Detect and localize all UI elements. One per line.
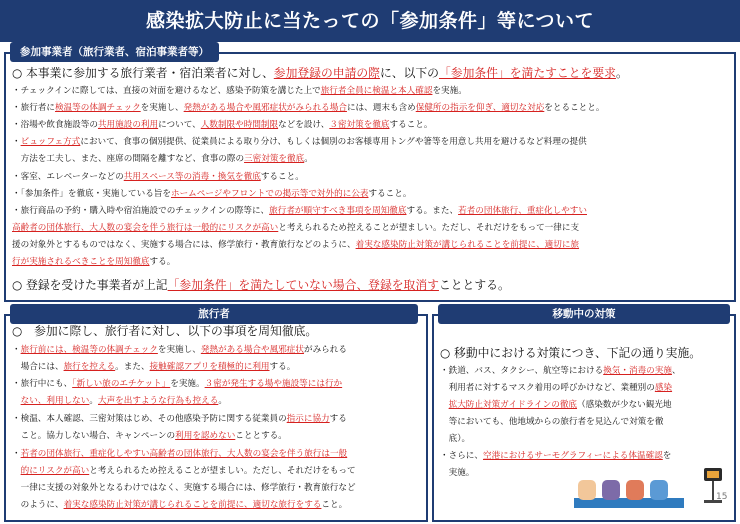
moving-panel	[432, 314, 736, 522]
operators-text: ビュッフェ方式	[20, 137, 81, 147]
operators-line	[12, 187, 411, 202]
operators-line	[12, 170, 304, 185]
travelers-text: 利用を認めない	[175, 431, 236, 441]
moving-text: ・さらに、	[440, 451, 483, 461]
travelers-text: ・	[12, 449, 21, 459]
operators-text: 若者の団体旅行、重症化しやすい	[458, 206, 587, 216]
operators-text: 発熱がある場合や風邪症状がみられる場合	[183, 103, 347, 113]
travelers-text: こととする。	[235, 431, 287, 441]
operators-tag: 参加事業者（旅行業者、宿泊事業者等）	[10, 42, 219, 62]
travelers-text: する。	[269, 362, 296, 372]
moving-tag: 移動中の対策	[438, 304, 730, 324]
operators-text: 共用施設の利用	[97, 120, 159, 130]
moving-text: （感染数が少ない観光地	[577, 400, 672, 410]
operators-text: をとることと。	[544, 103, 605, 113]
moving-line	[440, 449, 671, 464]
travelers-text: 「新しい旅のエチケット」	[72, 379, 171, 389]
page-number: 15	[716, 492, 728, 502]
travelers-text: と考えられるため控えることが望ましい。ただし、それだけをもって	[89, 466, 356, 476]
travelers-line	[12, 377, 342, 392]
moving-text: を	[662, 451, 672, 461]
operators-text: などを設け、	[278, 120, 330, 130]
moving-line	[440, 432, 470, 447]
operators-text: ・	[12, 137, 21, 147]
operators-text: ・旅行商品の予約・購入時や宿泊施設でのチェックインの際等に、	[12, 206, 270, 216]
travelers-text: 。	[89, 396, 98, 406]
operators-text: すること。	[260, 172, 304, 182]
travelers-text: ・	[12, 345, 21, 355]
travelers-text: 指示に協力	[286, 414, 330, 424]
operators-text: 保健所の指示を仰ぎ、適切な対応	[415, 103, 545, 113]
travelers-text: 的にリスクが高い	[20, 466, 90, 476]
operators-text: ホームページやフロントでの掲示等で対外的に公表	[170, 189, 369, 199]
operators-text: 共用スペース等の消毒・換気を徹底	[123, 172, 261, 182]
moving-line	[440, 364, 681, 379]
operators-text: ３密対策を徹底	[329, 120, 390, 130]
operators-text: 高齢者の団体旅行、大人数の宴会を伴う旅行は一般的にリスクが高い	[12, 223, 279, 233]
operators-text: に、以下の	[379, 66, 439, 80]
operators-line	[12, 255, 175, 270]
travelers-panel	[4, 314, 428, 522]
travelers-text: 場合には、	[12, 362, 64, 372]
operators-text: 旅行者が順守すべき事項を周知徹底	[269, 206, 407, 216]
moving-line	[440, 344, 701, 362]
travelers-text: する	[329, 414, 347, 424]
operators-text: 「参加条件」を満たすことを要求	[438, 66, 616, 80]
operators-text: 検温等の体調チェック	[54, 103, 141, 113]
travelers-text: こと。協力しない場合、キャンペーンの	[12, 431, 176, 441]
travelers-line	[12, 394, 227, 409]
operators-text: 「参加条件」を満たしていない場合、登録を取消す	[167, 278, 439, 292]
moving-text: 実施。	[440, 468, 475, 478]
operators-text: 三密対策を徹底	[244, 154, 305, 164]
travelers-text: を実施。	[170, 379, 205, 389]
travelers-line	[12, 429, 287, 444]
operators-line	[12, 221, 579, 236]
moving-text: 空港におけるサーモグラフィーによる体温確認	[482, 451, 663, 461]
travelers-text: ・検温、本人確認、三密対策はじめ、その他感染予防に関する従業員の	[12, 414, 287, 424]
moving-text	[440, 400, 449, 410]
operators-line	[12, 276, 510, 294]
travelers-tag: 旅行者	[10, 304, 418, 324]
travelers-text: 。また、	[115, 362, 150, 372]
operators-text: を実施。	[432, 86, 467, 96]
operators-text: ○ 登録を受けた事業者が上記	[12, 278, 168, 292]
travelers-text: 接触確認アプリを積極的に利用	[149, 362, 270, 372]
operators-text: ・浴場や飲食施設等の	[12, 120, 98, 130]
operators-text: 。	[615, 66, 628, 80]
operators-text: 方法を工夫し、また、座席の間隔を離すなど、食事の際の	[12, 154, 245, 164]
page-title: 感染拡大防止に当たっての「参加条件」等について	[0, 0, 740, 42]
moving-line	[440, 381, 672, 396]
operators-text: について、	[158, 120, 201, 130]
operators-line	[12, 118, 433, 133]
travelers-line	[12, 481, 356, 496]
operators-panel	[4, 52, 736, 302]
operators-text: する。	[149, 257, 176, 267]
moving-text: 、	[671, 366, 681, 376]
travelers-text: 発熱がある場合や風邪症状	[200, 345, 304, 355]
travelers-line	[12, 322, 317, 340]
travelers-text: のように、	[12, 500, 64, 510]
travelers-line	[12, 464, 356, 479]
operators-line	[12, 152, 313, 167]
operators-line	[12, 135, 587, 150]
travelers-text: こと。	[321, 500, 348, 510]
travelers-text: ○ 参加に際し、旅行者に対し、以下の事項を周知徹底。	[12, 324, 318, 338]
moving-line	[440, 466, 474, 481]
operators-text: ○ 本事業に参加する旅行業者・宿泊業者に対し、	[12, 66, 274, 80]
operators-line	[12, 84, 467, 99]
travelers-line	[12, 343, 347, 358]
moving-text: 拡大防止対策ガイドラインの徹底	[448, 400, 578, 410]
operators-text: において、食事の個別提供、従業員による取り分け、もしくは個別のお客様専用トングや箸等を用意し共用を避けるなど料理の提供	[80, 137, 587, 147]
operators-text: ・旅行者に	[12, 103, 55, 113]
travelers-line	[12, 412, 347, 427]
travelers-text: 若者の団体旅行、重症化しやすい高齢者の団体旅行、大人数の宴会を伴う旅行は一般	[20, 449, 348, 459]
operators-text: を実施し、	[140, 103, 184, 113]
travelers-text	[12, 396, 21, 406]
travelers-text: 着実な感染防止対策が講じられることを前提に、適切な旅行をする	[63, 500, 322, 510]
travelers-text: を実施し、	[157, 345, 201, 355]
travelers-text: 。	[218, 396, 227, 406]
operators-text: ・「参加条件」を徹底・実施している旨を	[12, 189, 171, 199]
operators-text: 参加登録の申請の際	[273, 66, 380, 80]
moving-text: 利用者に対するマスク着用の呼びかけなど、業種別の	[440, 383, 655, 393]
travelers-text: 大声を出すような行為も控える	[97, 396, 219, 406]
moving-line	[440, 415, 663, 430]
travelers-line	[12, 447, 347, 462]
operators-text: 旅行者全員に検温と本人確認	[320, 86, 433, 96]
travelers-text: 旅行を控える	[63, 362, 116, 372]
operators-text: 援の対象外とするものではなく、実施する場合には、修学旅行・教育旅行などのように、	[12, 240, 356, 250]
moving-text: ・鉄道、バス、タクシー、航空等における	[440, 366, 604, 376]
operators-line	[12, 64, 628, 82]
moving-line	[440, 398, 672, 413]
operators-text: 人数制限や時間制限	[200, 120, 279, 130]
operators-text: には、週末も含め	[346, 103, 416, 113]
operators-text: すること。	[368, 189, 412, 199]
moving-text: 感染	[654, 383, 673, 393]
travelers-text: ない、利用しない	[20, 396, 90, 406]
travelers-text: がみられる	[303, 345, 347, 355]
operators-text: 行が実施されるべきことを周知徹底	[12, 257, 150, 267]
operators-text: こととする。	[438, 278, 510, 292]
travelers-text: 一律に支援の対象外となるわけではなく、実施する場合には、修学旅行・教育旅行など	[12, 483, 356, 493]
operators-text: 着実な感染防止対策が講じられることを前提に、適切に旅	[355, 240, 580, 250]
passengers-illustration	[574, 474, 684, 510]
moving-text: 換気・消毒の実施	[603, 366, 672, 376]
moving-text: 底）。	[440, 434, 471, 444]
operators-text: すること。	[389, 120, 433, 130]
travelers-text	[12, 466, 21, 476]
travelers-text: ３密が発生する場や施設等には行か	[204, 379, 343, 389]
moving-text: 等においても、他地域からの旅行者を見込んで対策を徹	[440, 417, 664, 427]
travelers-text: ・旅行中にも、	[12, 379, 73, 389]
operators-line	[12, 101, 604, 116]
travelers-text: 旅行前には、検温等の体調チェック	[20, 345, 158, 355]
travelers-line	[12, 498, 347, 513]
operators-text: する。また、	[406, 206, 459, 216]
operators-line	[12, 204, 587, 219]
moving-text: ○ 移動中における対策につき、下記の通り実施。	[440, 346, 702, 360]
operators-text: と考えられるため控えることが望ましい。ただし、それだけをもって一律に支	[278, 223, 580, 233]
operators-text: 。	[304, 154, 313, 164]
operators-text: ・客室、エレベーターなどの	[12, 172, 124, 182]
operators-text: ・チェックインに際しては、直接の対面を避けるなど、感染予防策を講じた上で	[12, 86, 321, 96]
operators-line	[12, 238, 579, 253]
travelers-line	[12, 360, 295, 375]
